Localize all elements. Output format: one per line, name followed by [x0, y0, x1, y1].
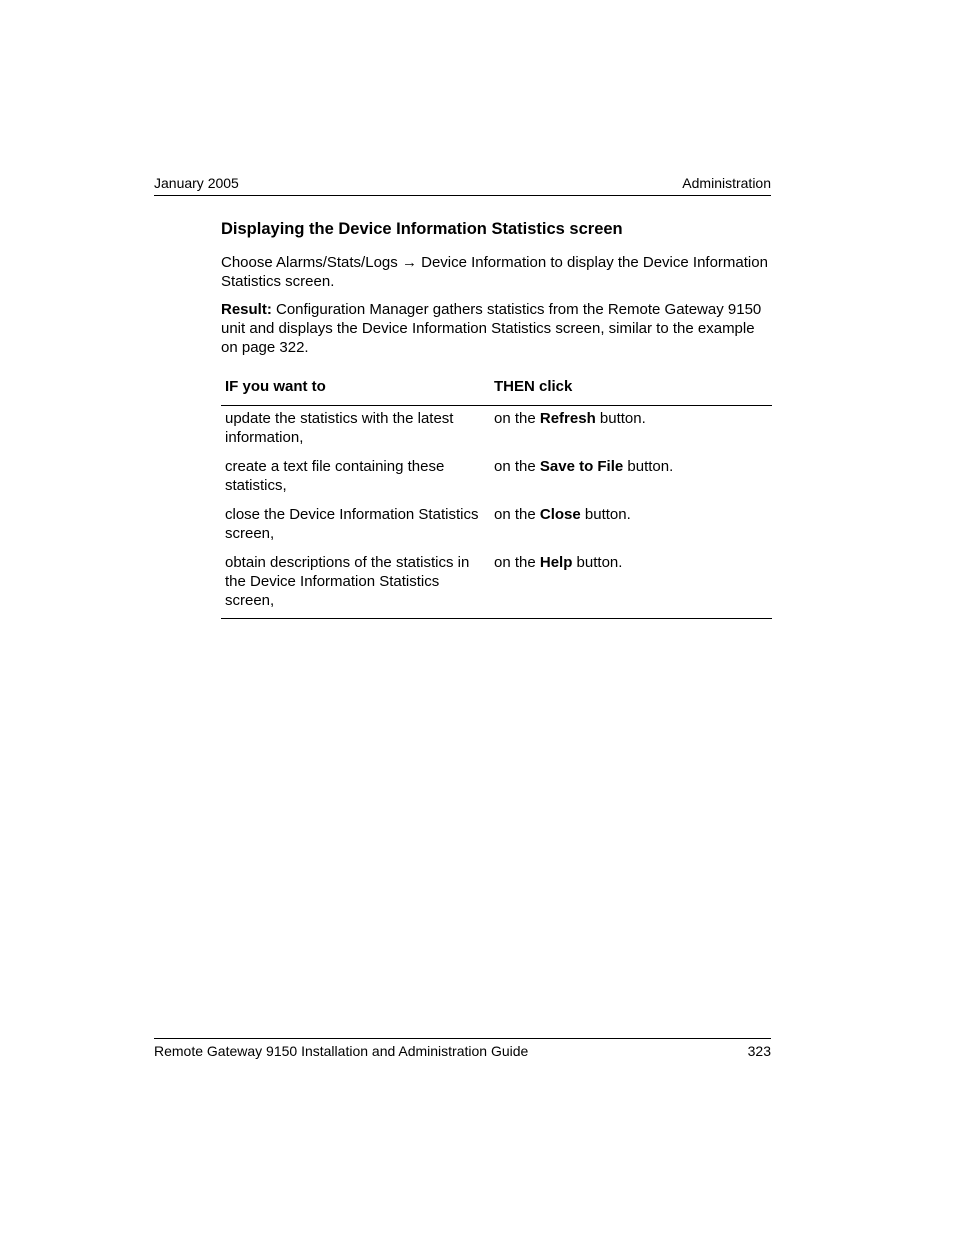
cell-then — [490, 406, 772, 458]
main-content — [221, 219, 772, 619]
page-number: 323 — [747, 1043, 771, 1059]
table-header-row — [221, 373, 772, 406]
page-header — [154, 175, 771, 196]
cell-then — [490, 553, 772, 619]
then-suffix: button. — [595, 410, 646, 427]
section-title: Displaying the Device Information Statistics screen — [221, 220, 623, 238]
menu-arrow-icon: → — [401, 254, 417, 271]
intro-paragraph — [221, 253, 772, 291]
cell-if: update the statistics with the latest information, — [225, 410, 454, 446]
intro-suffix: Device Information to display the Device Information Statistics screen. — [221, 254, 768, 290]
then-suffix: button. — [623, 458, 674, 475]
then-prefix: on the — [494, 458, 540, 475]
column-header-then: THEN click — [490, 373, 772, 406]
cell-then — [490, 457, 772, 505]
footer-title: Remote Gateway 9150 Installation and Administration Guide — [154, 1043, 529, 1059]
table-row — [221, 505, 772, 553]
button-name: Help — [539, 554, 573, 571]
result-text: Configuration Manager gathers statistics from the Remote Gateway 9150 unit and displays the Device Information Statistics screen, similar to the example on page 322. — [221, 301, 762, 356]
page-footer — [154, 1038, 771, 1059]
then-prefix: on the — [494, 506, 540, 523]
cell-then — [490, 505, 772, 553]
column-header-if: IF you want to — [221, 373, 490, 406]
then-suffix: button. — [580, 506, 631, 523]
header-section: Administration — [682, 175, 771, 191]
cell-if: close the Device Information Statistics screen, — [225, 506, 479, 542]
result-label: Result: — [221, 301, 272, 318]
result-paragraph — [221, 300, 772, 357]
header-date: January 2005 — [154, 175, 239, 191]
cell-if: create a text file containing these statistics, — [225, 458, 445, 494]
if-then-table — [221, 373, 772, 619]
intro-prefix: Choose Alarms/Stats/Logs — [221, 254, 402, 271]
button-name: Close — [539, 506, 581, 523]
table-row — [221, 406, 772, 458]
cell-if: obtain descriptions of the statistics in the Device Information Statistics screen, — [225, 554, 470, 609]
then-prefix: on the — [494, 554, 540, 571]
table-row — [221, 553, 772, 619]
button-name: Save to File — [539, 458, 624, 475]
then-prefix: on the — [494, 410, 540, 427]
button-name: Refresh — [539, 410, 596, 427]
then-suffix: button. — [572, 554, 623, 571]
table-row — [221, 457, 772, 505]
